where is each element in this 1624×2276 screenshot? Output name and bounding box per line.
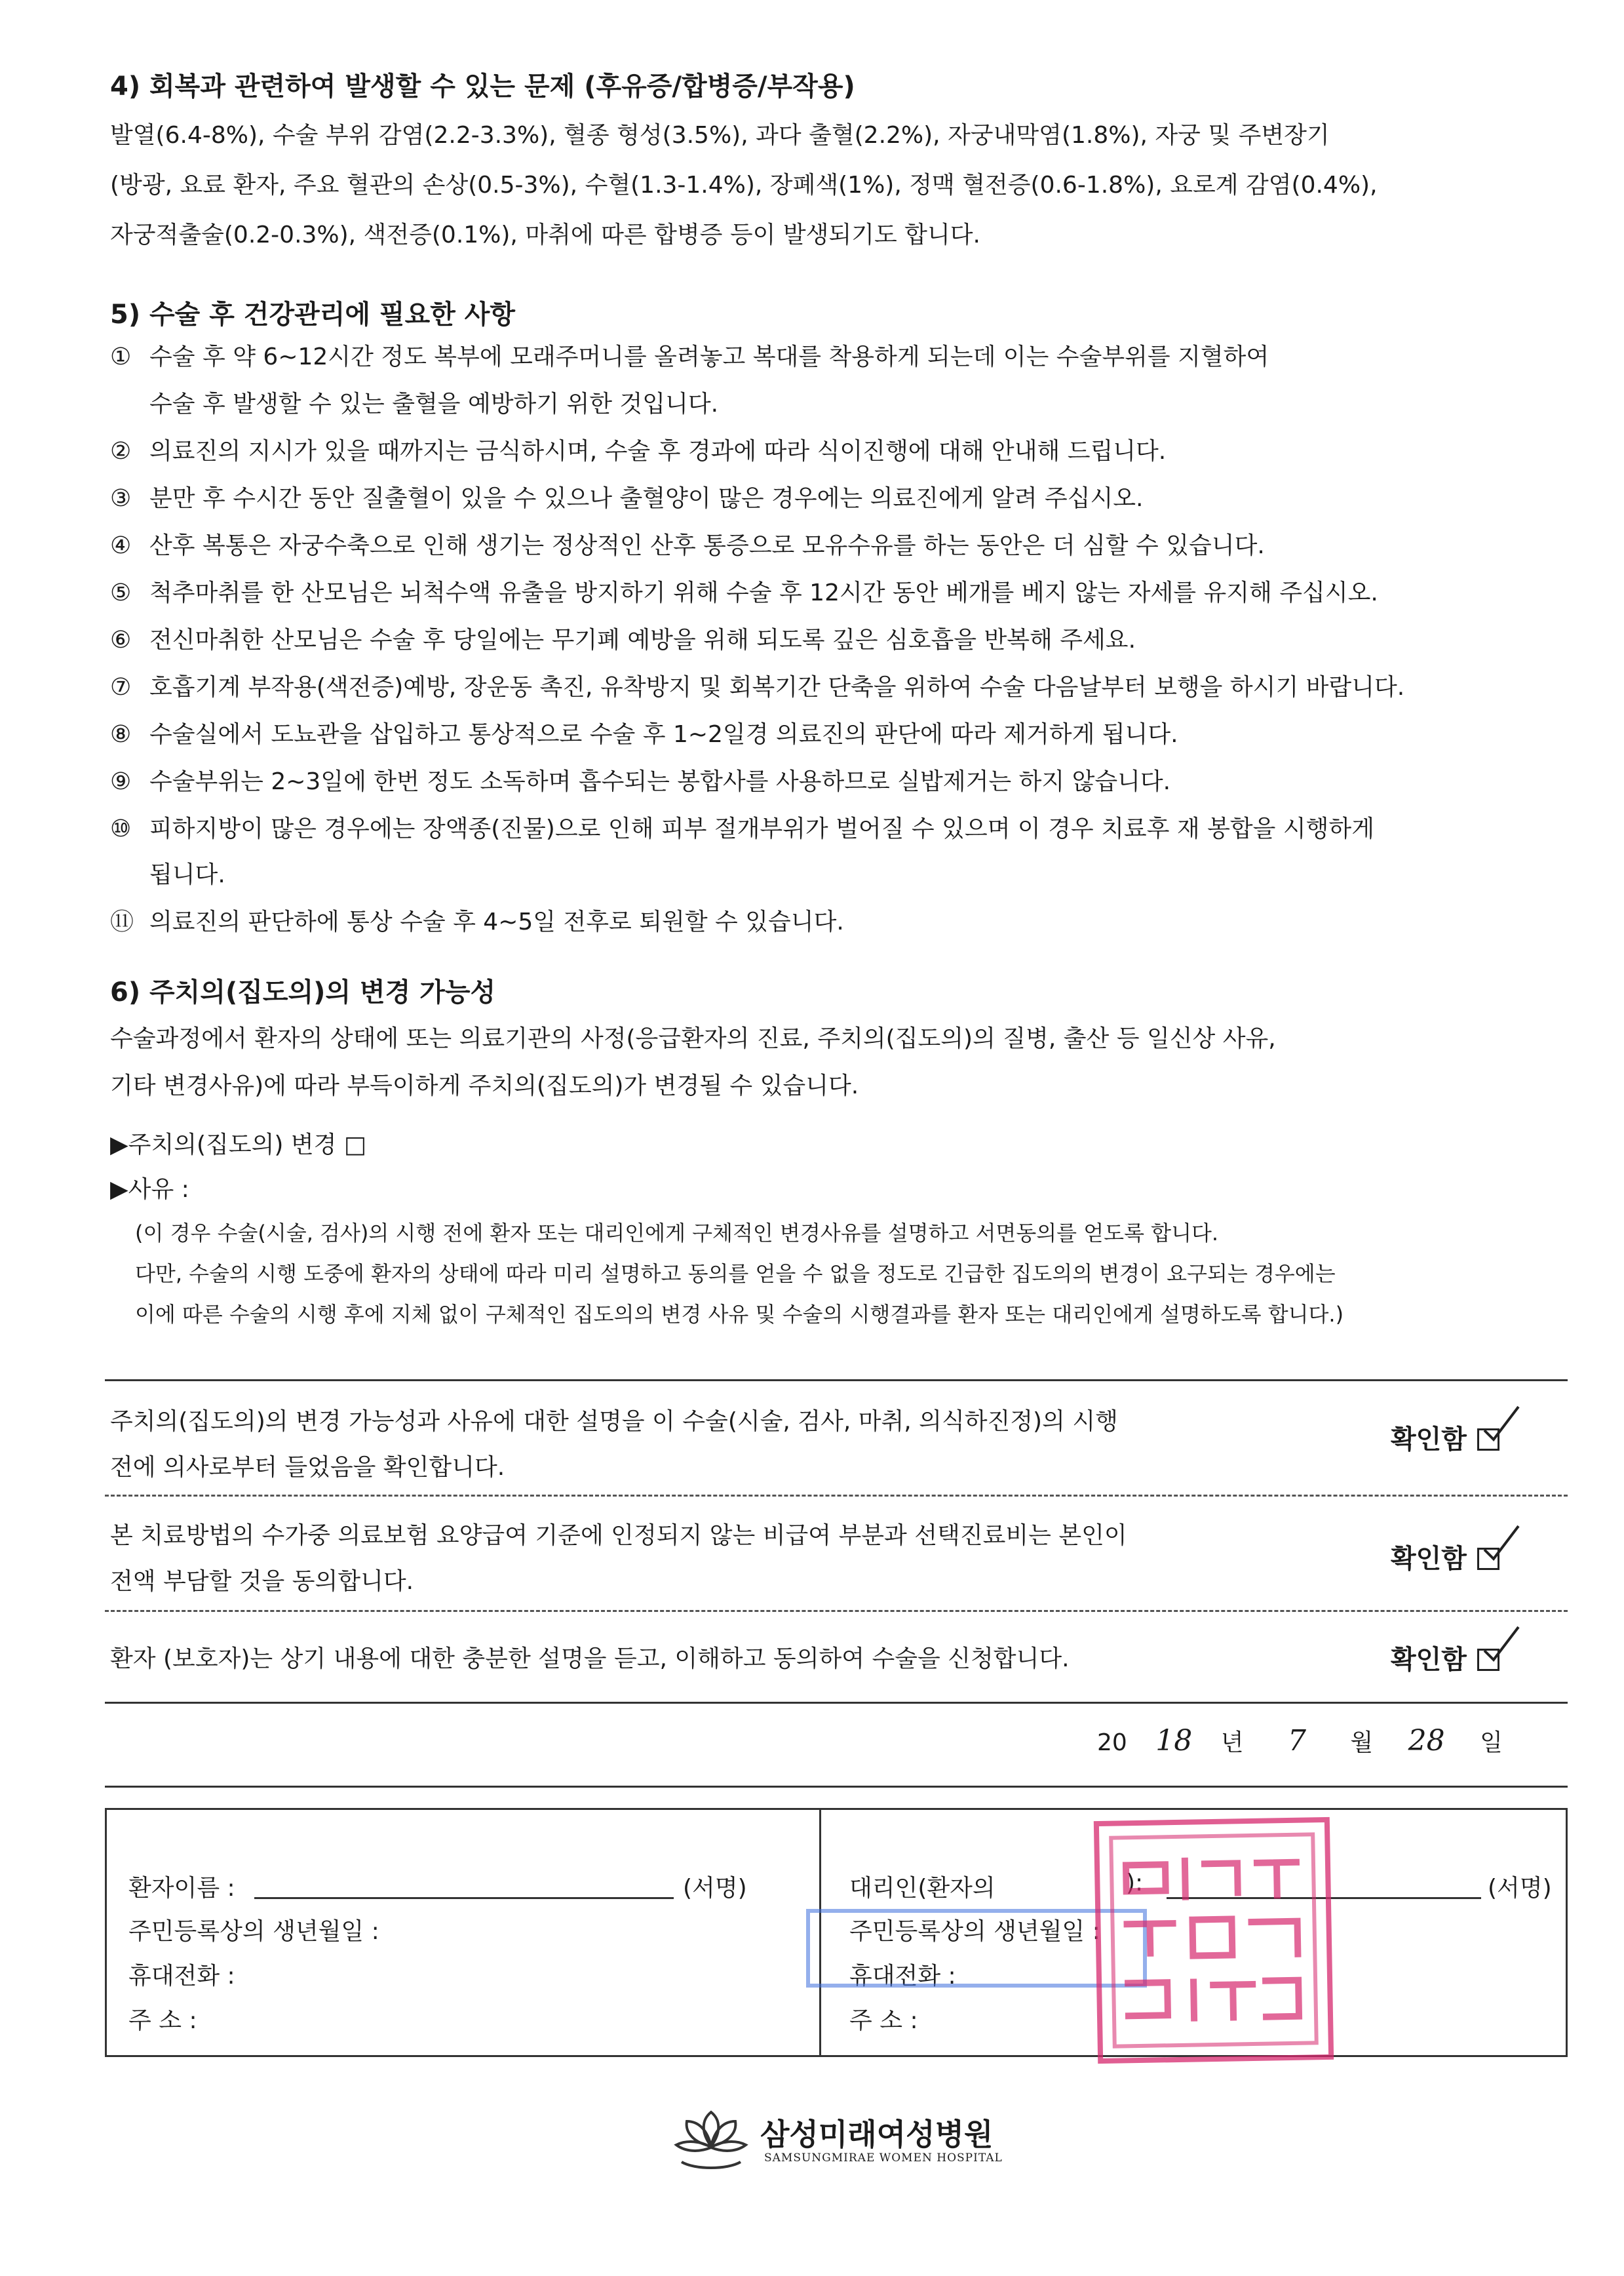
agent-name-label: 대리인(환자의 (849, 1875, 996, 1902)
check-mark-icon (1482, 1523, 1521, 1563)
agent-birth-label: 주민등록상의 생년월일 : (849, 1918, 1100, 1945)
item-text: 호흡기계 부작용(색전증)예방, 장운동 촉진, 유착방지 및 회복기간 단축을 위하여 수술 다음날부터 보행을 하시기 바랍니다. (149, 674, 1405, 701)
item-number: ② (110, 438, 132, 465)
list-item (110, 621, 1136, 655)
item-number: ① (110, 343, 132, 370)
patient-phone-label: 휴대전화 : (128, 1963, 235, 1990)
note-line: 다만, 수술의 시행 도중에 환자의 상태에 따라 미리 설명하고 동의를 얻을 수 없을 정도로 긴급한 집도의의 변경이 요구되는 경우에는 (135, 1261, 1336, 1286)
list-item (110, 574, 1378, 608)
patient-name-field[interactable] (254, 1897, 674, 1899)
item-text: 의료진의 지시가 있을 때까지는 금식하시며, 수술 후 경과에 따라 식이진행에 대해 안내해 드립니다. (149, 438, 1167, 465)
confirm-label: 확인함 (1391, 1645, 1467, 1675)
divider (105, 1610, 1568, 1612)
item-text: 척추마취를 한 산모님은 뇌척수액 유출을 방지하기 위해 수술 후 12시간 동안 베개를 베지 않는 자세를 유지해 주십시오. (149, 579, 1378, 606)
check-mark-icon (1482, 1404, 1521, 1443)
item-text: 수술 후 약 6~12시간 정도 복부에 모래주머니를 올려놓고 복대를 착용하게 되는데 이는 수술부위를 지혈하여 (149, 343, 1269, 370)
item-text: 전신마취한 산모님은 수술 후 당일에는 무기폐 예방을 위해 되도록 깊은 심호흡을 반복해 주세요. (149, 627, 1136, 654)
divider (105, 1495, 1568, 1497)
note-line: (이 경우 수술(시술, 검사)의 시행 전에 환자 또는 대리인에게 구체적인 변경사유를 설명하고 서면동의를 얻도록 합니다. (135, 1221, 1219, 1246)
change-checkbox-label[interactable]: ▶주치의(집도의) 변경 □ (110, 1131, 366, 1158)
list-item (110, 903, 844, 937)
item-number: ④ (110, 532, 132, 559)
confirm-text: 환자 (보호자)는 상기 내용에 대한 충분한 설명을 듣고, 이해하고 동의하여 수술을 신청합니다. (110, 1645, 1070, 1672)
seal-icon (1099, 1822, 1328, 2058)
confirm-2 (1391, 1538, 1499, 1575)
patient-birth-label: 주민등록상의 생년월일 : (128, 1918, 379, 1945)
date-year-label: 년 (1220, 1729, 1244, 1756)
check-mark-icon (1482, 1624, 1521, 1664)
item-number: ⑧ (110, 721, 132, 748)
item-text: 수술부위는 2~3일에 한번 정도 소독하며 흡수되는 봉합사를 사용하므로 실밥제거는 하지 않습니다. (149, 768, 1171, 795)
confirm-label: 확인함 (1391, 1424, 1467, 1455)
date-month[interactable]: 7 (1287, 1724, 1306, 1757)
section6-title: 6) 주치의(집도의)의 변경 가능성 (110, 977, 496, 1008)
item-text: 수술실에서 도뇨관을 삽입하고 통상적으로 수술 후 1~2일경 의료진의 판단에 따라 제거하게 됩니다. (149, 721, 1178, 748)
list-item (110, 433, 1166, 466)
section5-title: 5) 수술 후 건강관리에 필요한 사항 (110, 300, 516, 330)
date-year[interactable]: 18 (1155, 1724, 1193, 1757)
item-number: ⑤ (110, 579, 132, 606)
patient-address-label: 주 소 : (128, 2007, 197, 2034)
date-day[interactable]: 28 (1408, 1724, 1445, 1757)
item-text: 산후 복통은 자궁수축으로 인해 생기는 정상적인 산후 통증으로 모유수유를 하는 동안은 더 심할 수 있습니다. (149, 532, 1265, 559)
red-seal-stamp (1094, 1817, 1334, 2064)
agent-sign-label: (서명) (1488, 1875, 1552, 1902)
date-day-label: 일 (1480, 1729, 1503, 1756)
item-number: ⑩ (110, 815, 132, 842)
divider (105, 1786, 1568, 1788)
confirm-text: 본 치료방법의 수가중 의료보험 요양급여 기준에 인정되지 않는 비급여 부분과 선택진료비는 본인이 (110, 1522, 1127, 1549)
confirm-3 (1391, 1639, 1499, 1676)
section4-line: 발열(6.4-8%), 수술 부위 감염(2.2-3.3%), 혈종 형성(3.5%), 과다 출혈(2.2%), 자궁내막염(1.8%), 자궁 및 주변장기 (110, 122, 1330, 149)
item-text: 피하지방이 많은 경우에는 장액종(진물)으로 인해 피부 절개부위가 벌어질 수 있으며 이 경우 치료후 재 봉합을 시행하게 (149, 815, 1374, 842)
list-item (110, 527, 1265, 560)
list-item (110, 480, 1143, 513)
hospital-name-en: SAMSUNGMIRAE WOMEN HOSPITAL (764, 2151, 1003, 2165)
item-number: ⑦ (110, 674, 132, 701)
agent-phone-label: 휴대전화 : (849, 1963, 956, 1990)
confirm-text: 전액 부담할 것을 동의합니다. (110, 1568, 414, 1595)
list-item (110, 669, 1404, 702)
reason-label: ▶사유 : (110, 1176, 189, 1203)
date-prefix: 20 (1097, 1729, 1127, 1756)
confirm-1 (1391, 1419, 1499, 1456)
patient-sign-label: (서명) (683, 1875, 747, 1902)
patient-name-label: 환자이름 : (128, 1875, 235, 1902)
section6-line: 수술과정에서 환자의 상태에 또는 의료기관의 사정(응급환자의 진료, 주치의(집도의)의 질병, 출산 등 일신상 사유, (110, 1025, 1276, 1052)
item-text: 분만 후 수시간 동안 질출혈이 있을 수 있으나 출혈양이 많은 경우에는 의료진에게 알려 주십시오. (149, 485, 1144, 512)
hospital-name: 삼성미래여성병원 (760, 2117, 994, 2152)
confirm-checkbox[interactable] (1477, 1428, 1499, 1451)
divider (105, 1379, 1568, 1381)
list-item (110, 716, 1178, 749)
list-item (110, 763, 1170, 796)
divider (105, 1702, 1568, 1704)
date-line (1097, 1724, 1503, 1757)
section4-title: 4) 회복과 관련하여 발생할 수 있는 문제 (후유증/합병증/부작용) (110, 71, 855, 102)
confirm-checkbox[interactable] (1477, 1548, 1499, 1570)
date-month-label: 월 (1350, 1729, 1374, 1756)
item-number: ③ (110, 485, 132, 512)
section4-line: (방광, 요료 환자, 주요 혈관의 손상(0.5-3%), 수혈(1.3-1.4%), 장폐색(1%), 정맥 혈전증(0.6-1.8%), 요로계 감염(0.4%), (110, 172, 1378, 199)
flower-logo-icon (668, 2107, 754, 2172)
item-text: 의료진의 판단하에 통상 수술 후 4~5일 전후로 퇴원할 수 있습니다. (149, 909, 844, 935)
agent-colon: ): (1126, 1870, 1144, 1896)
confirm-text: 전에 의사로부터 들었음을 확인합니다. (110, 1454, 505, 1481)
section6-line: 기타 변경사유)에 따라 부득이하게 주치의(집도의)가 변경될 수 있습니다. (110, 1072, 859, 1099)
item-number: ⑥ (110, 627, 132, 654)
item-number: ⑪ (110, 909, 134, 935)
confirm-text: 주치의(집도의)의 변경 가능성과 사유에 대한 설명을 이 수술(시술, 검사, 마취, 의식하진정)의 시행 (110, 1408, 1118, 1435)
note-line: 이에 따른 수술의 시행 후에 지체 없이 구체적인 집도의의 변경 사유 및 수술의 시행결과를 환자 또는 대리인에게 설명하도록 합니다.) (135, 1302, 1344, 1327)
agent-address-label: 주 소 : (849, 2007, 918, 2034)
item-continuation: 됩니다. (149, 861, 225, 888)
confirm-checkbox[interactable] (1477, 1649, 1499, 1671)
section4-line: 자궁적출술(0.2-0.3%), 색전증(0.1%), 마취에 따른 합병증 등이 발생되기도 합니다. (110, 222, 980, 248)
hospital-logo (668, 2107, 754, 2172)
list-item (110, 338, 1269, 372)
item-continuation: 수술 후 발생할 수 있는 출혈을 예방하기 위한 것입니다. (149, 391, 719, 418)
list-item (110, 810, 1374, 844)
confirm-label: 확인함 (1391, 1544, 1467, 1574)
item-number: ⑨ (110, 768, 132, 795)
